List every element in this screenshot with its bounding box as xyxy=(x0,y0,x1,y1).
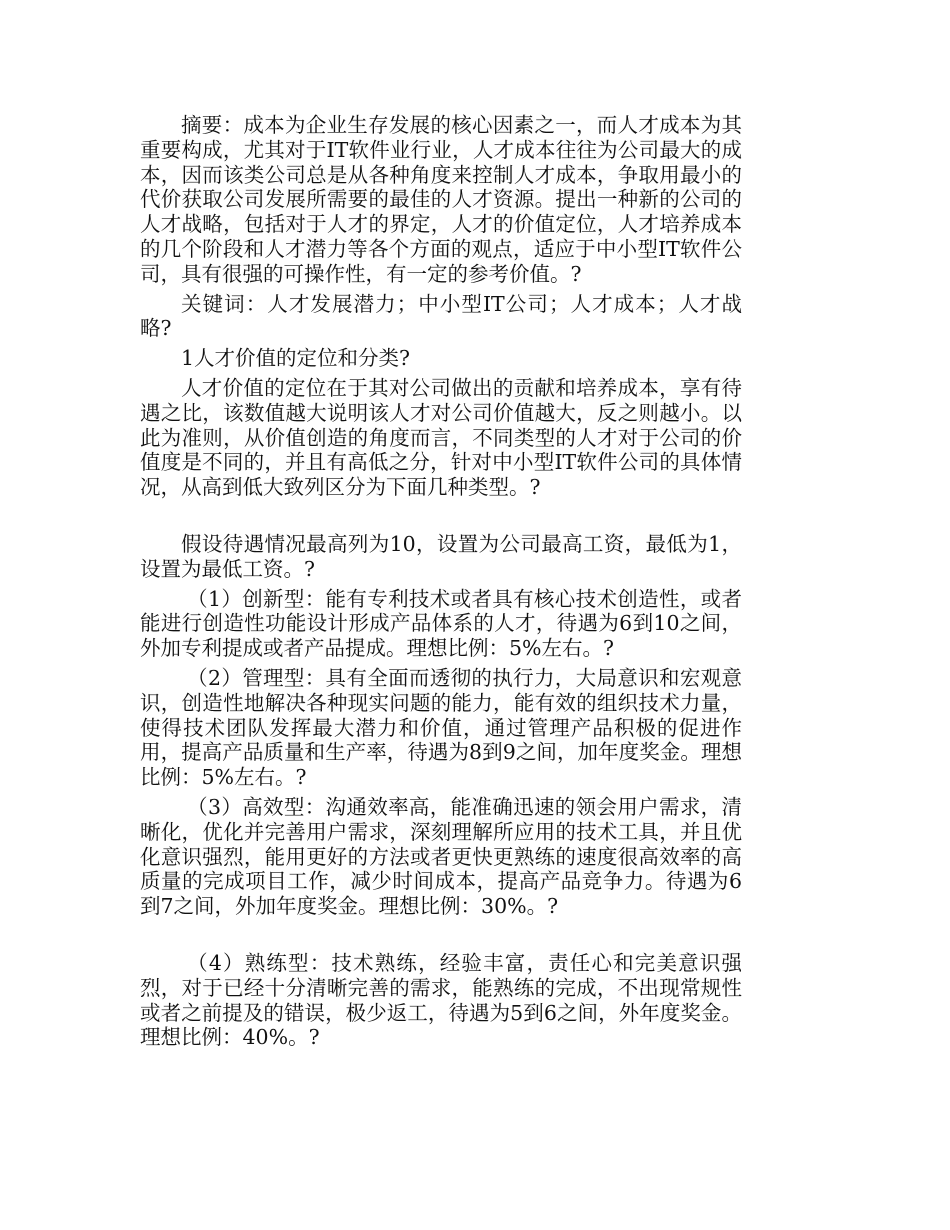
talent-type-efficient: （3）高效型：沟通效率高，能准确迅速的领会用户需求，清晰化，优化并完善用户需求，深刻理解所应用的技术工具，并且优化意识强烈，能用更好的方法或者更快更熟练的速度很高效率的高质量的完成项目工作，减少时间成本，提高产品竞争力。待遇为6到7之间，外加年度奖金。理想比例：30%。? xyxy=(140,794,742,919)
talent-type-skilled: （4）熟练型：技术熟练，经验丰富，责任心和完美意识强烈，对于已经十分清晰完善的需求，能熟练的完成，不出现常规性或者之前提及的错误，极少返工，待遇为5到6之间，外年度奖金。理想比例：40%。? xyxy=(140,950,742,1050)
talent-type-management: （2）管理型：具有全面而透彻的执行力，大局意识和宏观意识，创造性地解决各种现实问题的能力，能有效的组织技术力量，使得技术团队发挥最大潜力和价值，通过管理产品积极的促进作用，提高产品质量和生产率，待遇为8到9之间，加年度奖金。理想比例：5%左右。? xyxy=(140,665,742,790)
keywords-paragraph: 关键词：人才发展潜力；中小型IT公司；人才成本；人才战略? xyxy=(140,291,742,341)
assumption-paragraph: 假设待遇情况最高列为10，设置为公司最高工资，最低为1，设置为最低工资。? xyxy=(140,531,742,581)
section-heading: 1人才价值的定位和分类? xyxy=(181,346,411,371)
section-intro-paragraph: 人才价值的定位在于其对公司做出的贡献和培养成本，享有待遇之比，该数值越大说明该人才对公司价值越大，反之则越小。以此为准则，从价值创造的角度而言，不同类型的人才对于公司的价值度是不同的，并且有高低之分，针对中小型IT软件公司的具体情况，从高到低大致列区分为下面几种类型。? xyxy=(140,375,742,500)
talent-type-innovative: （1）创新型：能有专利技术或者具有核心技术创造性，或者能进行创造性功能设计形成产品体系的人才，待遇为6到10之间，外加专利提成或者产品提成。理想比例：5%左右。? xyxy=(140,586,742,661)
document-page xyxy=(140,113,742,1055)
abstract-paragraph: 摘要：成本为企业生存发展的核心因素之一，而人才成本为其重要构成，尤其对于IT软件业行业，人才成本往往为公司最大的成本，因而该类公司总是从各种角度来控制人才成本，争取用最小的代价获取公司发展所需要的最佳的人才资源。提出一种新的公司的人才战略，包括对于人才的界定，人才的价值定位，人才培养成本的几个阶段和人才潜力等各个方面的观点，适应于中小型IT软件公司，具有很强的可操作性，有一定的参考价值。? xyxy=(140,113,742,286)
